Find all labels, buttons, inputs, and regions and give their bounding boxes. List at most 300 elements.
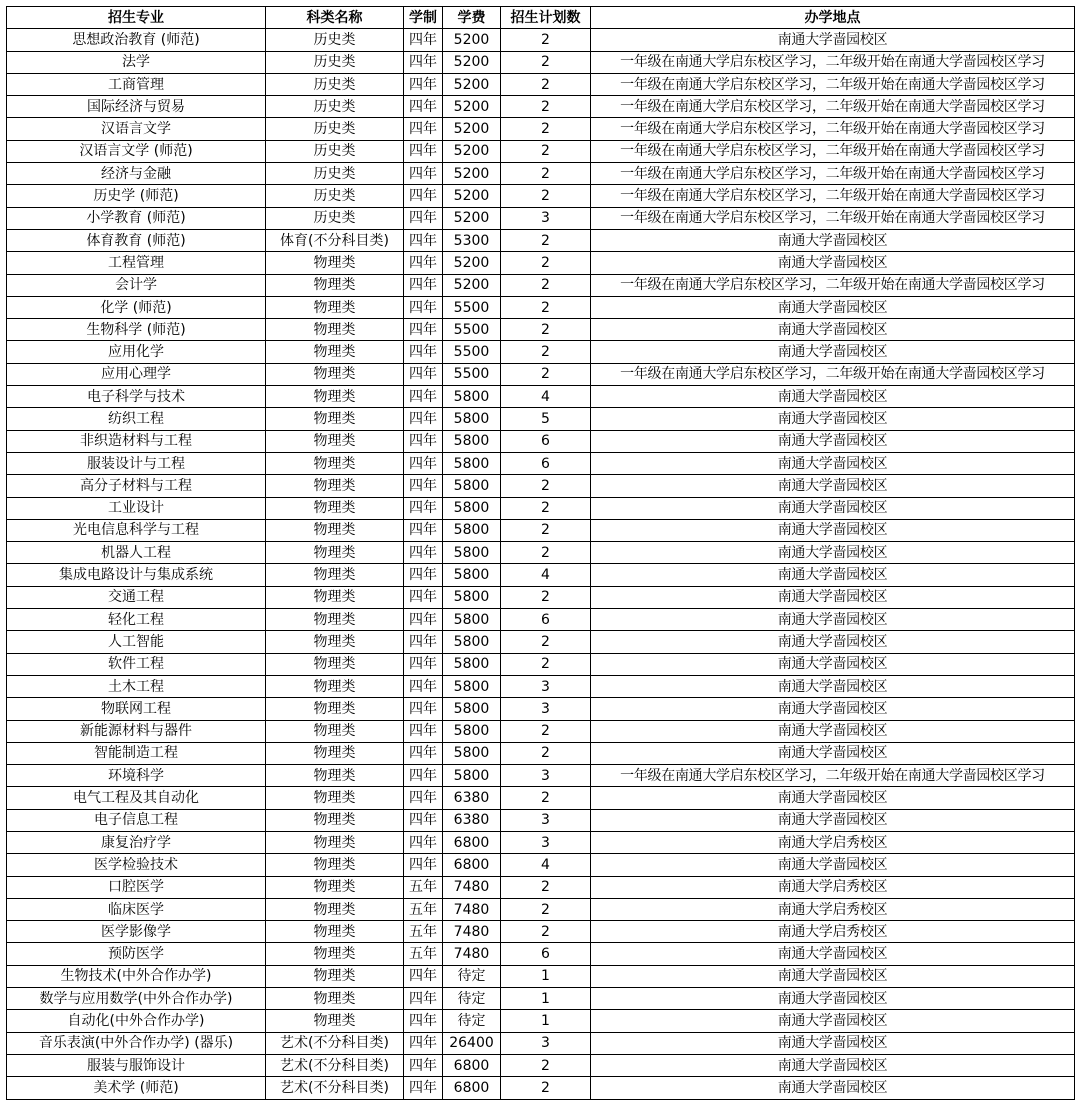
cell-tuition: 5200 <box>443 185 501 207</box>
cell-duration: 五年 <box>404 943 443 965</box>
cell-subject-category: 历史类 <box>266 207 404 229</box>
cell-campus-location: 一年级在南通大学启东校区学习，二年级开始在南通大学啬园校区学习 <box>591 765 1075 787</box>
cell-campus-location: 南通大学啬园校区 <box>591 1054 1075 1076</box>
cell-duration: 四年 <box>404 252 443 274</box>
cell-subject-category: 物理类 <box>266 921 404 943</box>
cell-subject-category: 历史类 <box>266 29 404 51</box>
cell-tuition: 5200 <box>443 274 501 296</box>
cell-enrollment-plan: 2 <box>501 51 591 73</box>
cell-subject-category: 体育(不分科目类) <box>266 229 404 251</box>
table-row <box>7 1054 1075 1076</box>
cell-tuition: 5800 <box>443 653 501 675</box>
cell-enrollment-plan: 2 <box>501 96 591 118</box>
cell-duration: 四年 <box>404 609 443 631</box>
cell-duration: 四年 <box>404 675 443 697</box>
table-row <box>7 765 1075 787</box>
cell-tuition: 6380 <box>443 787 501 809</box>
cell-enrollment-plan: 2 <box>501 118 591 140</box>
cell-subject-category: 物理类 <box>266 519 404 541</box>
cell-duration: 四年 <box>404 497 443 519</box>
table-row <box>7 653 1075 675</box>
cell-enrollment-plan: 2 <box>501 787 591 809</box>
cell-campus-location: 南通大学啬园校区 <box>591 452 1075 474</box>
cell-tuition: 5800 <box>443 765 501 787</box>
cell-subject-category: 历史类 <box>266 51 404 73</box>
cell-enrollment-plan: 2 <box>501 542 591 564</box>
table-row <box>7 787 1075 809</box>
cell-tuition: 待定 <box>443 988 501 1010</box>
cell-subject-category: 物理类 <box>266 319 404 341</box>
cell-campus-location: 南通大学啬园校区 <box>591 854 1075 876</box>
cell-tuition: 5200 <box>443 140 501 162</box>
cell-tuition: 6800 <box>443 1077 501 1099</box>
cell-duration: 四年 <box>404 73 443 95</box>
cell-major: 历史学 (师范) <box>7 185 266 207</box>
table-row <box>7 96 1075 118</box>
cell-subject-category: 物理类 <box>266 609 404 631</box>
table-row <box>7 386 1075 408</box>
cell-duration: 四年 <box>404 519 443 541</box>
cell-subject-category: 物理类 <box>266 943 404 965</box>
cell-enrollment-plan: 2 <box>501 185 591 207</box>
cell-enrollment-plan: 2 <box>501 586 591 608</box>
cell-duration: 四年 <box>404 1054 443 1076</box>
table-row <box>7 965 1075 987</box>
cell-subject-category: 物理类 <box>266 363 404 385</box>
cell-campus-location: 一年级在南通大学启东校区学习，二年级开始在南通大学啬园校区学习 <box>591 118 1075 140</box>
table-row <box>7 207 1075 229</box>
cell-subject-category: 历史类 <box>266 185 404 207</box>
cell-enrollment-plan: 2 <box>501 274 591 296</box>
cell-campus-location: 南通大学啬园校区 <box>591 229 1075 251</box>
cell-campus-location: 一年级在南通大学启东校区学习，二年级开始在南通大学啬园校区学习 <box>591 207 1075 229</box>
cell-tuition: 5500 <box>443 296 501 318</box>
cell-major: 光电信息科学与工程 <box>7 519 266 541</box>
table-row <box>7 921 1075 943</box>
cell-duration: 五年 <box>404 876 443 898</box>
cell-subject-category: 历史类 <box>266 73 404 95</box>
table-body <box>7 29 1075 1099</box>
cell-campus-location: 南通大学啬园校区 <box>591 631 1075 653</box>
cell-enrollment-plan: 2 <box>501 140 591 162</box>
cell-duration: 四年 <box>404 96 443 118</box>
cell-duration: 四年 <box>404 296 443 318</box>
table-row <box>7 943 1075 965</box>
cell-subject-category: 物理类 <box>266 653 404 675</box>
cell-major: 智能制造工程 <box>7 742 266 764</box>
cell-major: 体育教育 (师范) <box>7 229 266 251</box>
cell-major: 小学教育 (师范) <box>7 207 266 229</box>
header-tuition: 学费 <box>443 7 501 29</box>
cell-campus-location: 南通大学啬园校区 <box>591 653 1075 675</box>
cell-major: 临床医学 <box>7 898 266 920</box>
cell-enrollment-plan: 2 <box>501 319 591 341</box>
cell-enrollment-plan: 2 <box>501 1054 591 1076</box>
cell-duration: 四年 <box>404 163 443 185</box>
cell-major: 人工智能 <box>7 631 266 653</box>
cell-tuition: 5500 <box>443 363 501 385</box>
cell-duration: 四年 <box>404 452 443 474</box>
cell-duration: 四年 <box>404 386 443 408</box>
cell-duration: 四年 <box>404 854 443 876</box>
cell-enrollment-plan: 2 <box>501 252 591 274</box>
cell-enrollment-plan: 1 <box>501 965 591 987</box>
header-enrollment-plan: 招生计划数 <box>501 7 591 29</box>
table-row <box>7 363 1075 385</box>
table-row <box>7 73 1075 95</box>
cell-enrollment-plan: 3 <box>501 809 591 831</box>
cell-subject-category: 物理类 <box>266 876 404 898</box>
cell-major: 工业设计 <box>7 497 266 519</box>
table-row <box>7 229 1075 251</box>
cell-enrollment-plan: 2 <box>501 296 591 318</box>
cell-enrollment-plan: 2 <box>501 653 591 675</box>
table-row <box>7 296 1075 318</box>
cell-tuition: 5800 <box>443 519 501 541</box>
cell-tuition: 5500 <box>443 319 501 341</box>
cell-duration: 四年 <box>404 140 443 162</box>
cell-tuition: 5800 <box>443 675 501 697</box>
cell-campus-location: 南通大学啬园校区 <box>591 720 1075 742</box>
cell-campus-location: 一年级在南通大学启东校区学习，二年级开始在南通大学啬园校区学习 <box>591 363 1075 385</box>
cell-tuition: 5200 <box>443 252 501 274</box>
cell-subject-category: 物理类 <box>266 720 404 742</box>
cell-tuition: 7480 <box>443 921 501 943</box>
cell-tuition: 7480 <box>443 898 501 920</box>
cell-subject-category: 物理类 <box>266 452 404 474</box>
cell-campus-location: 南通大学啬园校区 <box>591 1077 1075 1099</box>
cell-duration: 四年 <box>404 965 443 987</box>
table-row <box>7 809 1075 831</box>
table-row <box>7 1077 1075 1099</box>
cell-campus-location: 南通大学啬园校区 <box>591 586 1075 608</box>
cell-tuition: 7480 <box>443 943 501 965</box>
cell-campus-location: 南通大学啬园校区 <box>591 609 1075 631</box>
cell-duration: 四年 <box>404 408 443 430</box>
cell-major: 汉语言文学 <box>7 118 266 140</box>
cell-duration: 四年 <box>404 29 443 51</box>
cell-subject-category: 物理类 <box>266 675 404 697</box>
cell-duration: 四年 <box>404 363 443 385</box>
cell-tuition: 5800 <box>443 609 501 631</box>
cell-tuition: 5800 <box>443 430 501 452</box>
cell-enrollment-plan: 3 <box>501 675 591 697</box>
cell-campus-location: 南通大学啬园校区 <box>591 319 1075 341</box>
cell-duration: 四年 <box>404 631 443 653</box>
table-row <box>7 631 1075 653</box>
cell-campus-location: 南通大学啬园校区 <box>591 341 1075 363</box>
table-row <box>7 586 1075 608</box>
table-row <box>7 475 1075 497</box>
table-row <box>7 341 1075 363</box>
cell-major: 应用化学 <box>7 341 266 363</box>
cell-tuition: 5800 <box>443 386 501 408</box>
header-subject-category: 科类名称 <box>266 7 404 29</box>
cell-campus-location: 南通大学启秀校区 <box>591 921 1075 943</box>
cell-campus-location: 南通大学启秀校区 <box>591 831 1075 853</box>
cell-tuition: 5800 <box>443 542 501 564</box>
cell-subject-category: 物理类 <box>266 698 404 720</box>
cell-tuition: 5800 <box>443 497 501 519</box>
table-row <box>7 542 1075 564</box>
cell-major: 应用心理学 <box>7 363 266 385</box>
cell-tuition: 待定 <box>443 965 501 987</box>
cell-campus-location: 一年级在南通大学启东校区学习，二年级开始在南通大学啬园校区学习 <box>591 51 1075 73</box>
cell-campus-location: 一年级在南通大学启东校区学习，二年级开始在南通大学啬园校区学习 <box>591 163 1075 185</box>
cell-subject-category: 物理类 <box>266 497 404 519</box>
cell-enrollment-plan: 2 <box>501 229 591 251</box>
table-row <box>7 319 1075 341</box>
cell-campus-location: 南通大学啬园校区 <box>591 497 1075 519</box>
table-row <box>7 430 1075 452</box>
cell-duration: 四年 <box>404 653 443 675</box>
cell-subject-category: 物理类 <box>266 475 404 497</box>
cell-tuition: 5200 <box>443 118 501 140</box>
cell-tuition: 6800 <box>443 1054 501 1076</box>
cell-subject-category: 物理类 <box>266 586 404 608</box>
cell-subject-category: 物理类 <box>266 898 404 920</box>
cell-duration: 四年 <box>404 809 443 831</box>
cell-campus-location: 南通大学啬园校区 <box>591 1010 1075 1032</box>
cell-enrollment-plan: 6 <box>501 943 591 965</box>
cell-duration: 四年 <box>404 765 443 787</box>
cell-major: 数学与应用数学(中外合作办学) <box>7 988 266 1010</box>
cell-major: 服装设计与工程 <box>7 452 266 474</box>
header-major: 招生专业 <box>7 7 266 29</box>
cell-duration: 四年 <box>404 720 443 742</box>
table-row <box>7 854 1075 876</box>
cell-enrollment-plan: 2 <box>501 73 591 95</box>
cell-tuition: 6800 <box>443 854 501 876</box>
cell-campus-location: 一年级在南通大学启东校区学习，二年级开始在南通大学啬园校区学习 <box>591 96 1075 118</box>
cell-duration: 四年 <box>404 341 443 363</box>
cell-subject-category: 历史类 <box>266 140 404 162</box>
cell-subject-category: 物理类 <box>266 274 404 296</box>
cell-major: 生物科学 (师范) <box>7 319 266 341</box>
cell-duration: 四年 <box>404 586 443 608</box>
cell-enrollment-plan: 2 <box>501 631 591 653</box>
table-row <box>7 1032 1075 1054</box>
cell-enrollment-plan: 2 <box>501 363 591 385</box>
cell-subject-category: 物理类 <box>266 564 404 586</box>
cell-campus-location: 南通大学啬园校区 <box>591 29 1075 51</box>
cell-duration: 四年 <box>404 430 443 452</box>
table-row <box>7 898 1075 920</box>
cell-campus-location: 南通大学啬园校区 <box>591 1032 1075 1054</box>
cell-major: 汉语言文学 (师范) <box>7 140 266 162</box>
cell-major: 电气工程及其自动化 <box>7 787 266 809</box>
cell-duration: 四年 <box>404 51 443 73</box>
cell-major: 交通工程 <box>7 586 266 608</box>
header-duration: 学制 <box>404 7 443 29</box>
cell-subject-category: 艺术(不分科目类) <box>266 1032 404 1054</box>
cell-major: 软件工程 <box>7 653 266 675</box>
cell-major: 物联网工程 <box>7 698 266 720</box>
cell-duration: 四年 <box>404 274 443 296</box>
cell-campus-location: 一年级在南通大学启东校区学习，二年级开始在南通大学啬园校区学习 <box>591 274 1075 296</box>
cell-campus-location: 南通大学啬园校区 <box>591 675 1075 697</box>
table-row <box>7 140 1075 162</box>
cell-tuition: 5500 <box>443 341 501 363</box>
cell-subject-category: 物理类 <box>266 252 404 274</box>
cell-major: 化学 (师范) <box>7 296 266 318</box>
table-row <box>7 519 1075 541</box>
cell-subject-category: 物理类 <box>266 631 404 653</box>
cell-enrollment-plan: 2 <box>501 29 591 51</box>
cell-tuition: 5800 <box>443 475 501 497</box>
cell-subject-category: 艺术(不分科目类) <box>266 1054 404 1076</box>
cell-enrollment-plan: 4 <box>501 564 591 586</box>
cell-tuition: 6800 <box>443 831 501 853</box>
cell-campus-location: 南通大学啬园校区 <box>591 430 1075 452</box>
cell-tuition: 5800 <box>443 720 501 742</box>
cell-enrollment-plan: 1 <box>501 988 591 1010</box>
cell-campus-location: 南通大学啬园校区 <box>591 386 1075 408</box>
cell-duration: 四年 <box>404 207 443 229</box>
cell-tuition: 待定 <box>443 1010 501 1032</box>
cell-major: 土木工程 <box>7 675 266 697</box>
table-row <box>7 609 1075 631</box>
cell-enrollment-plan: 3 <box>501 207 591 229</box>
cell-major: 轻化工程 <box>7 609 266 631</box>
table-row <box>7 698 1075 720</box>
cell-campus-location: 南通大学啬园校区 <box>591 564 1075 586</box>
cell-tuition: 5200 <box>443 163 501 185</box>
cell-tuition: 5800 <box>443 631 501 653</box>
cell-subject-category: 艺术(不分科目类) <box>266 1077 404 1099</box>
cell-tuition: 5800 <box>443 408 501 430</box>
cell-campus-location: 南通大学啬园校区 <box>591 809 1075 831</box>
cell-enrollment-plan: 3 <box>501 1032 591 1054</box>
table-row <box>7 29 1075 51</box>
cell-major: 医学影像学 <box>7 921 266 943</box>
table-row <box>7 163 1075 185</box>
cell-duration: 四年 <box>404 319 443 341</box>
table-row <box>7 274 1075 296</box>
cell-subject-category: 历史类 <box>266 163 404 185</box>
table-row <box>7 720 1075 742</box>
cell-enrollment-plan: 3 <box>501 698 591 720</box>
cell-duration: 四年 <box>404 542 443 564</box>
cell-tuition: 5800 <box>443 564 501 586</box>
cell-duration: 四年 <box>404 564 443 586</box>
cell-campus-location: 南通大学啬园校区 <box>591 252 1075 274</box>
table-row <box>7 675 1075 697</box>
cell-major: 服装与服饰设计 <box>7 1054 266 1076</box>
cell-tuition: 5200 <box>443 73 501 95</box>
cell-duration: 四年 <box>404 787 443 809</box>
cell-subject-category: 物理类 <box>266 542 404 564</box>
cell-tuition: 5200 <box>443 96 501 118</box>
table-row <box>7 118 1075 140</box>
cell-subject-category: 物理类 <box>266 854 404 876</box>
cell-major: 康复治疗学 <box>7 831 266 853</box>
cell-duration: 四年 <box>404 698 443 720</box>
cell-major: 法学 <box>7 51 266 73</box>
table-row <box>7 51 1075 73</box>
cell-campus-location: 南通大学啬园校区 <box>591 943 1075 965</box>
cell-major: 非织造材料与工程 <box>7 430 266 452</box>
cell-enrollment-plan: 6 <box>501 452 591 474</box>
cell-major: 新能源材料与器件 <box>7 720 266 742</box>
cell-major: 音乐表演(中外合作办学) (器乐) <box>7 1032 266 1054</box>
table-header <box>7 7 1075 29</box>
cell-campus-location: 南通大学启秀校区 <box>591 898 1075 920</box>
cell-enrollment-plan: 2 <box>501 742 591 764</box>
cell-duration: 四年 <box>404 118 443 140</box>
cell-subject-category: 历史类 <box>266 118 404 140</box>
header-row <box>7 7 1075 29</box>
cell-tuition: 26400 <box>443 1032 501 1054</box>
cell-major: 高分子材料与工程 <box>7 475 266 497</box>
table-row <box>7 831 1075 853</box>
cell-duration: 四年 <box>404 831 443 853</box>
cell-tuition: 5800 <box>443 586 501 608</box>
cell-tuition: 5200 <box>443 29 501 51</box>
cell-major: 口腔医学 <box>7 876 266 898</box>
cell-enrollment-plan: 2 <box>501 921 591 943</box>
cell-major: 集成电路设计与集成系统 <box>7 564 266 586</box>
cell-subject-category: 物理类 <box>266 430 404 452</box>
cell-subject-category: 物理类 <box>266 1010 404 1032</box>
cell-duration: 四年 <box>404 185 443 207</box>
table-row <box>7 408 1075 430</box>
cell-campus-location: 一年级在南通大学启东校区学习，二年级开始在南通大学啬园校区学习 <box>591 185 1075 207</box>
cell-major: 环境科学 <box>7 765 266 787</box>
cell-subject-category: 物理类 <box>266 341 404 363</box>
cell-tuition: 5200 <box>443 51 501 73</box>
cell-subject-category: 物理类 <box>266 809 404 831</box>
cell-subject-category: 物理类 <box>266 386 404 408</box>
cell-campus-location: 南通大学啬园校区 <box>591 296 1075 318</box>
cell-tuition: 5800 <box>443 698 501 720</box>
cell-duration: 四年 <box>404 1077 443 1099</box>
cell-enrollment-plan: 6 <box>501 609 591 631</box>
cell-duration: 四年 <box>404 742 443 764</box>
cell-enrollment-plan: 3 <box>501 765 591 787</box>
header-campus-location: 办学地点 <box>591 7 1075 29</box>
cell-major: 工程管理 <box>7 252 266 274</box>
cell-subject-category: 物理类 <box>266 296 404 318</box>
cell-duration: 五年 <box>404 921 443 943</box>
cell-major: 电子科学与技术 <box>7 386 266 408</box>
cell-campus-location: 南通大学啬园校区 <box>591 519 1075 541</box>
cell-major: 机器人工程 <box>7 542 266 564</box>
cell-enrollment-plan: 2 <box>501 475 591 497</box>
cell-major: 工商管理 <box>7 73 266 95</box>
cell-major: 预防医学 <box>7 943 266 965</box>
cell-major: 纺织工程 <box>7 408 266 430</box>
table-row <box>7 1010 1075 1032</box>
table-row <box>7 185 1075 207</box>
cell-campus-location: 一年级在南通大学启东校区学习，二年级开始在南通大学啬园校区学习 <box>591 73 1075 95</box>
cell-duration: 四年 <box>404 229 443 251</box>
cell-tuition: 6380 <box>443 809 501 831</box>
cell-tuition: 7480 <box>443 876 501 898</box>
cell-tuition: 5800 <box>443 452 501 474</box>
table-row <box>7 452 1075 474</box>
cell-tuition: 5800 <box>443 742 501 764</box>
cell-tuition: 5300 <box>443 229 501 251</box>
table-row <box>7 742 1075 764</box>
table-row <box>7 564 1075 586</box>
cell-campus-location: 一年级在南通大学启东校区学习，二年级开始在南通大学啬园校区学习 <box>591 140 1075 162</box>
cell-tuition: 5200 <box>443 207 501 229</box>
cell-subject-category: 物理类 <box>266 831 404 853</box>
cell-subject-category: 物理类 <box>266 765 404 787</box>
cell-major: 会计学 <box>7 274 266 296</box>
cell-enrollment-plan: 3 <box>501 831 591 853</box>
